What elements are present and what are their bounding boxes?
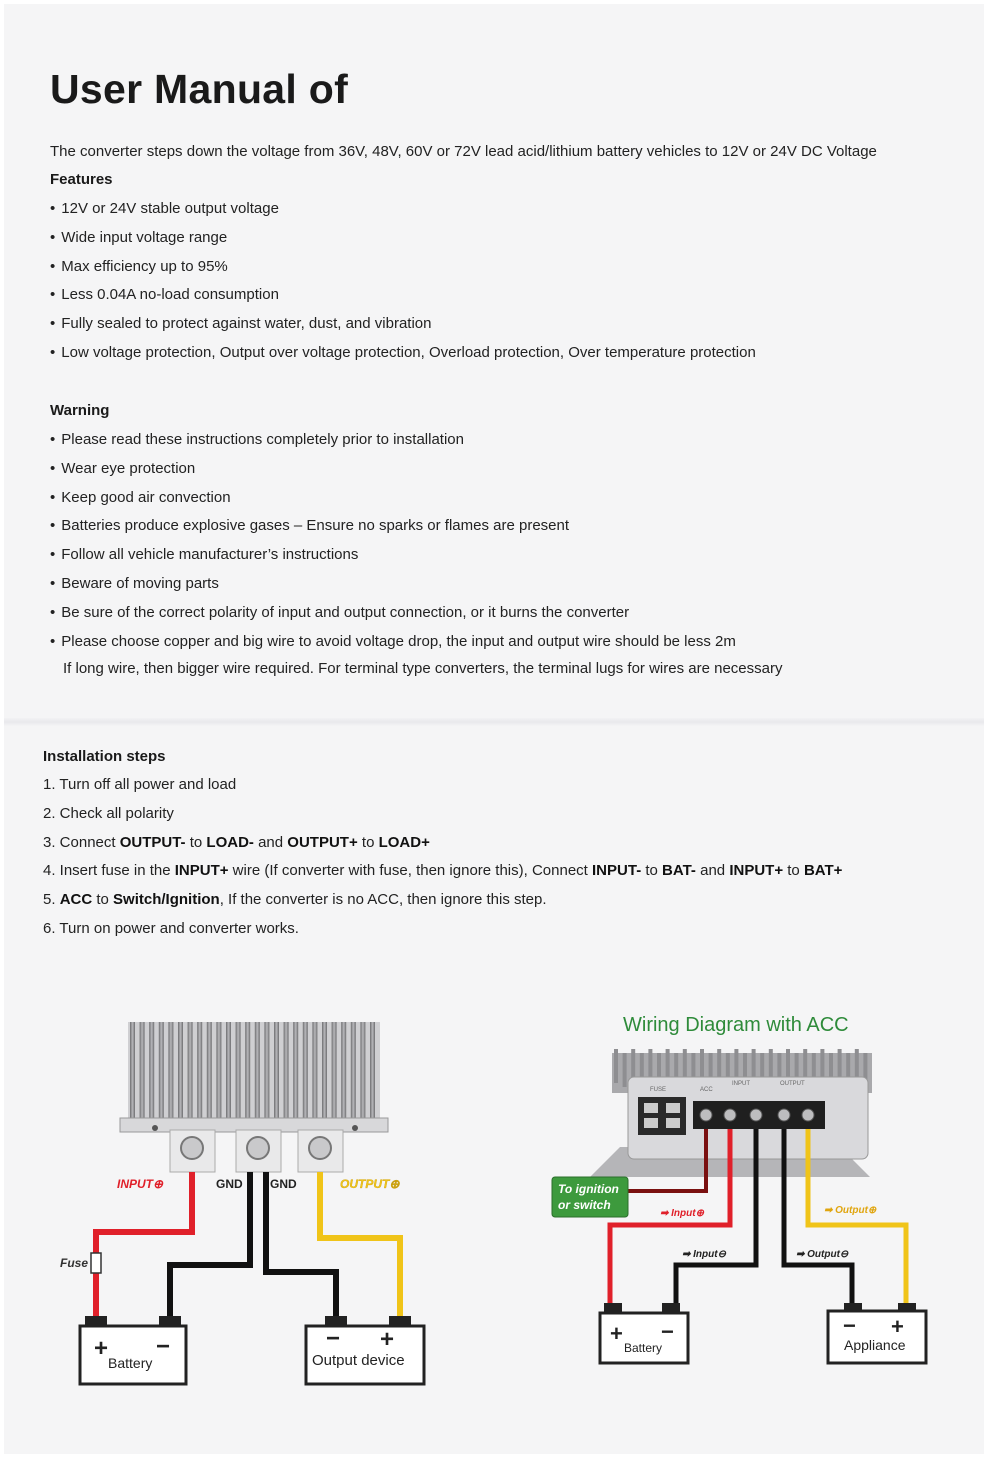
battery-minus-acc: − xyxy=(661,1319,674,1344)
installation-step: 4. Insert fuse in the INPUT+ wire (If converter with fuse, then ignore this), Connect INPUT- to BAT- and INPUT+ to BAT+ xyxy=(43,862,843,880)
warning-item: • Follow all vehicle manufacturer’s instructions xyxy=(50,546,359,564)
installation-heading: Installation steps xyxy=(43,748,166,765)
warning-item: • Beware of moving parts xyxy=(50,574,219,592)
ground-wire-1 xyxy=(170,1172,250,1328)
warning-item: • Keep good air convection xyxy=(50,488,231,506)
input-plus-label: ➡ Input⊕ xyxy=(660,1208,704,1219)
feature-item: • Wide input voltage range xyxy=(50,228,228,246)
page-fold xyxy=(4,718,984,726)
warning-item: • Be sure of the correct polarity of input and output connection, or it burns the converter xyxy=(50,603,630,621)
warning-item: • Wear eye protection xyxy=(50,459,196,477)
acc-tag: ACC xyxy=(700,1087,713,1093)
battery-plus: + xyxy=(94,1335,109,1362)
installation-steps xyxy=(43,776,842,949)
appliance-minus: − xyxy=(843,1313,856,1338)
output-label: OUTPUT⊕ xyxy=(340,1177,400,1191)
wiring-diagram-acc xyxy=(540,1005,940,1385)
output-device-icon xyxy=(306,1316,424,1384)
installation-step: 1. Turn off all power and load xyxy=(43,776,237,793)
ground-wire-2 xyxy=(266,1172,336,1328)
gnd-label-1: GND xyxy=(216,1177,243,1191)
warning-item: • Batteries produce explosive gases – Ensure no sparks or flames are present xyxy=(50,517,570,535)
page-title: User Manual of xyxy=(50,66,349,112)
feature-item: • Less 0.04A no-load consumption xyxy=(50,286,279,304)
output-plus-label: ➡ Output⊕ xyxy=(824,1205,877,1216)
warning-item: • Please choose copper and big wire to avoid voltage drop, the input and output wire should be less 2m xyxy=(50,632,736,650)
intro-text: The converter steps down the voltage from 36V, 48V, 60V or 72V lead acid/lithium battery vehicles to 12V or 24V DC Voltage xyxy=(50,143,877,160)
warning-list xyxy=(50,431,736,661)
battery-minus: − xyxy=(156,1333,171,1360)
battery-label: Battery xyxy=(108,1355,153,1371)
appliance-plus: + xyxy=(891,1314,904,1339)
warning-item: • Please read these instructions completely prior to installation xyxy=(50,431,464,448)
features-heading: Features xyxy=(50,171,113,188)
output-positive-wire xyxy=(320,1172,400,1328)
converter-heatsink xyxy=(120,1022,388,1132)
acc-diagram-title: Wiring Diagram with ACC xyxy=(623,1014,849,1036)
installation-step: 3. Connect OUTPUT- to LOAD- and OUTPUT+ to LOAD+ xyxy=(43,833,430,851)
fuse-tag: FUSE xyxy=(650,1087,667,1093)
input-positive-wire xyxy=(96,1172,192,1328)
terminal-blocks xyxy=(170,1130,343,1172)
feature-item: • Fully sealed to protect against water, dust, and vibration xyxy=(50,315,432,333)
wiring-diagram-basic xyxy=(60,1010,450,1400)
features-list xyxy=(50,200,756,373)
warning-continuation: If long wire, then bigger wire required. For terminal type converters, the terminal lugs for wires are necessary xyxy=(63,660,783,677)
device-label: Output device xyxy=(312,1352,405,1369)
appliance-icon xyxy=(828,1303,926,1363)
installation-step: 5. ACC to Switch/Ignition, If the converter is no ACC, then ignore this step. xyxy=(43,891,547,909)
battery-label-acc: Battery xyxy=(624,1341,663,1355)
device-minus: − xyxy=(326,1325,341,1352)
fuse-icon xyxy=(91,1253,101,1273)
battery-icon-acc xyxy=(600,1303,688,1363)
ignition-tag xyxy=(552,1177,628,1217)
installation-step: 2. Check all polarity xyxy=(43,804,174,822)
battery-plus-acc: + xyxy=(610,1321,623,1346)
feature-item: • Low voltage protection, Output over voltage protection, Overload protection, Over temperature protection xyxy=(50,343,756,361)
output-tag: OUTPUT xyxy=(780,1081,805,1087)
feature-item: • Max efficiency up to 95% xyxy=(50,257,228,275)
input-tag: INPUT xyxy=(732,1081,750,1087)
output-minus-label: ➡ Output⊖ xyxy=(796,1249,849,1260)
warning-heading: Warning xyxy=(50,402,110,419)
feature-item: • 12V or 24V stable output voltage xyxy=(50,200,279,217)
input-label: INPUT⊕ xyxy=(117,1177,164,1191)
input-minus-label: ➡ Input⊖ xyxy=(682,1249,726,1260)
gnd-label-2: GND xyxy=(270,1177,297,1191)
ignition-label-2: or switch xyxy=(558,1198,611,1212)
appliance-label: Appliance xyxy=(844,1337,906,1353)
battery-icon xyxy=(80,1316,186,1384)
installation-step: 6. Turn on power and converter works. xyxy=(43,919,299,937)
device-plus: + xyxy=(380,1326,395,1353)
ignition-label-1: To ignition xyxy=(558,1182,619,1196)
fuse-label: Fuse xyxy=(60,1256,89,1270)
